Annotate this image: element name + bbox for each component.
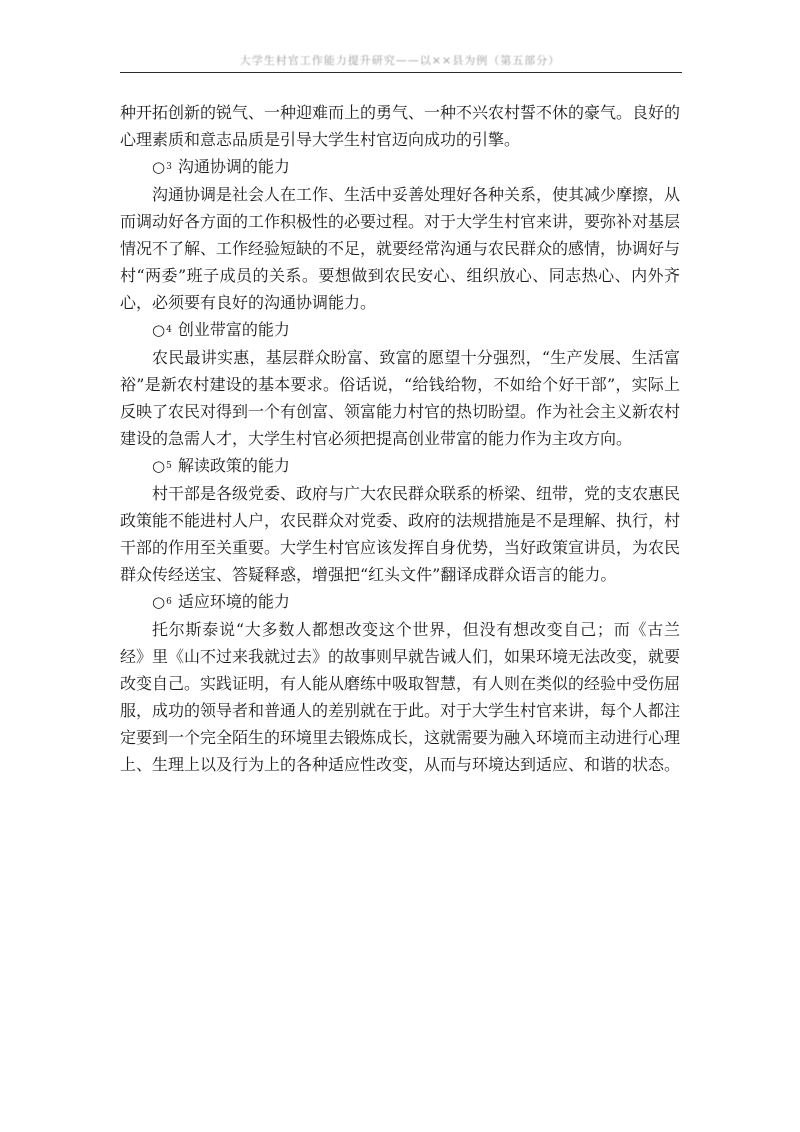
circle-marker-icon: ○	[152, 457, 166, 475]
section-6-number: 6	[166, 597, 172, 607]
circle-marker-icon: ○	[152, 593, 166, 611]
section-4-heading	[120, 316, 680, 344]
section-6-heading	[120, 588, 680, 616]
section-3-title: 沟通协调的能力	[177, 157, 290, 176]
section-5-paragraph: 村干部是各级党委、政府与广大农民群众联系的桥梁、纽带，党的支农惠民政策能不能进村人户，农民群众对党委、政府的法规措施是不是理解、执行，村干部的作用至关重要。大学生村官应该发挥自身优势，当好政策宣讲员，为农民群众传经送宝、答疑释惑，增强把“红头文件”翻译成群众语言的能力。	[120, 484, 681, 584]
document-body	[120, 99, 680, 778]
section-5-heading	[120, 452, 680, 480]
section-5-number: 5	[166, 461, 172, 471]
intro-continuation-paragraph: 种开拓创新的锐气、一种迎难而上的勇气、一种不兴农村誓不休的豪气。良好的心理素质和意志品质是引导大学生村官迈向成功的引擎。	[120, 103, 681, 149]
section-3-number: 3	[166, 162, 172, 172]
section-3-paragraph: 沟通协调是社会人在工作、生活中妥善处理好各种关系，使其减少摩擦，从而调动好各方面的工作积极性的必要过程。对于大学生村官来讲，要弥补对基层情况不了解、工作经验短缺的不足，就要经常沟通与农民群众的感情，协调好与村“两委”班子成员的关系。要想做到农民安心、组织放心、同志热心、内外齐心，必须要有良好的沟通协调能力。	[120, 185, 681, 312]
section-6-title: 适应环境的能力	[177, 592, 290, 611]
section-3-heading	[120, 153, 680, 181]
running-header: 大学生村官工作能力提升研究——以××县为例（第五部分）	[239, 54, 561, 67]
section-4-paragraph: 农民最讲实惠，基层群众盼富、致富的愿望十分强烈，“生产发展、生活富裕”是新农村建设的基本要求。俗话说，“给钱给物，不如给个好干部”，实际上反映了农民对得到一个有创富、领富能力村官的热切盼望。作为社会主义新农村建设的急需人才，大学生村官必须把提高创业带富的能力作为主攻方向。	[120, 348, 681, 448]
circle-marker-icon: ○	[152, 321, 166, 339]
section-6-paragraph: 托尔斯泰说“大多数人都想改变这个世界，但没有想改变自己；而《古兰经》里《山不过来我就过去》的故事则早就告诫人们，如果环境无法改变，就要改变自己。实践证明，有人能从磨练中吸取智慧，有人则在类似的经验中受伤屈服，成功的领导者和普通人的差别就在于此。对于大学生村官来讲，每个人都注定要到一个完全陌生的环境里去锻炼成长，这就需要为融入环境而主动进行心理上、生理上以及行为上的各种适应性改变，从而与环境达到适应、和谐的状态。	[120, 620, 681, 774]
section-5-title: 解读政策的能力	[177, 456, 290, 475]
section-4-number: 4	[166, 325, 172, 335]
header-rule	[120, 72, 682, 73]
section-4-title: 创业带富的能力	[177, 320, 290, 339]
circle-marker-icon: ○	[152, 158, 166, 176]
